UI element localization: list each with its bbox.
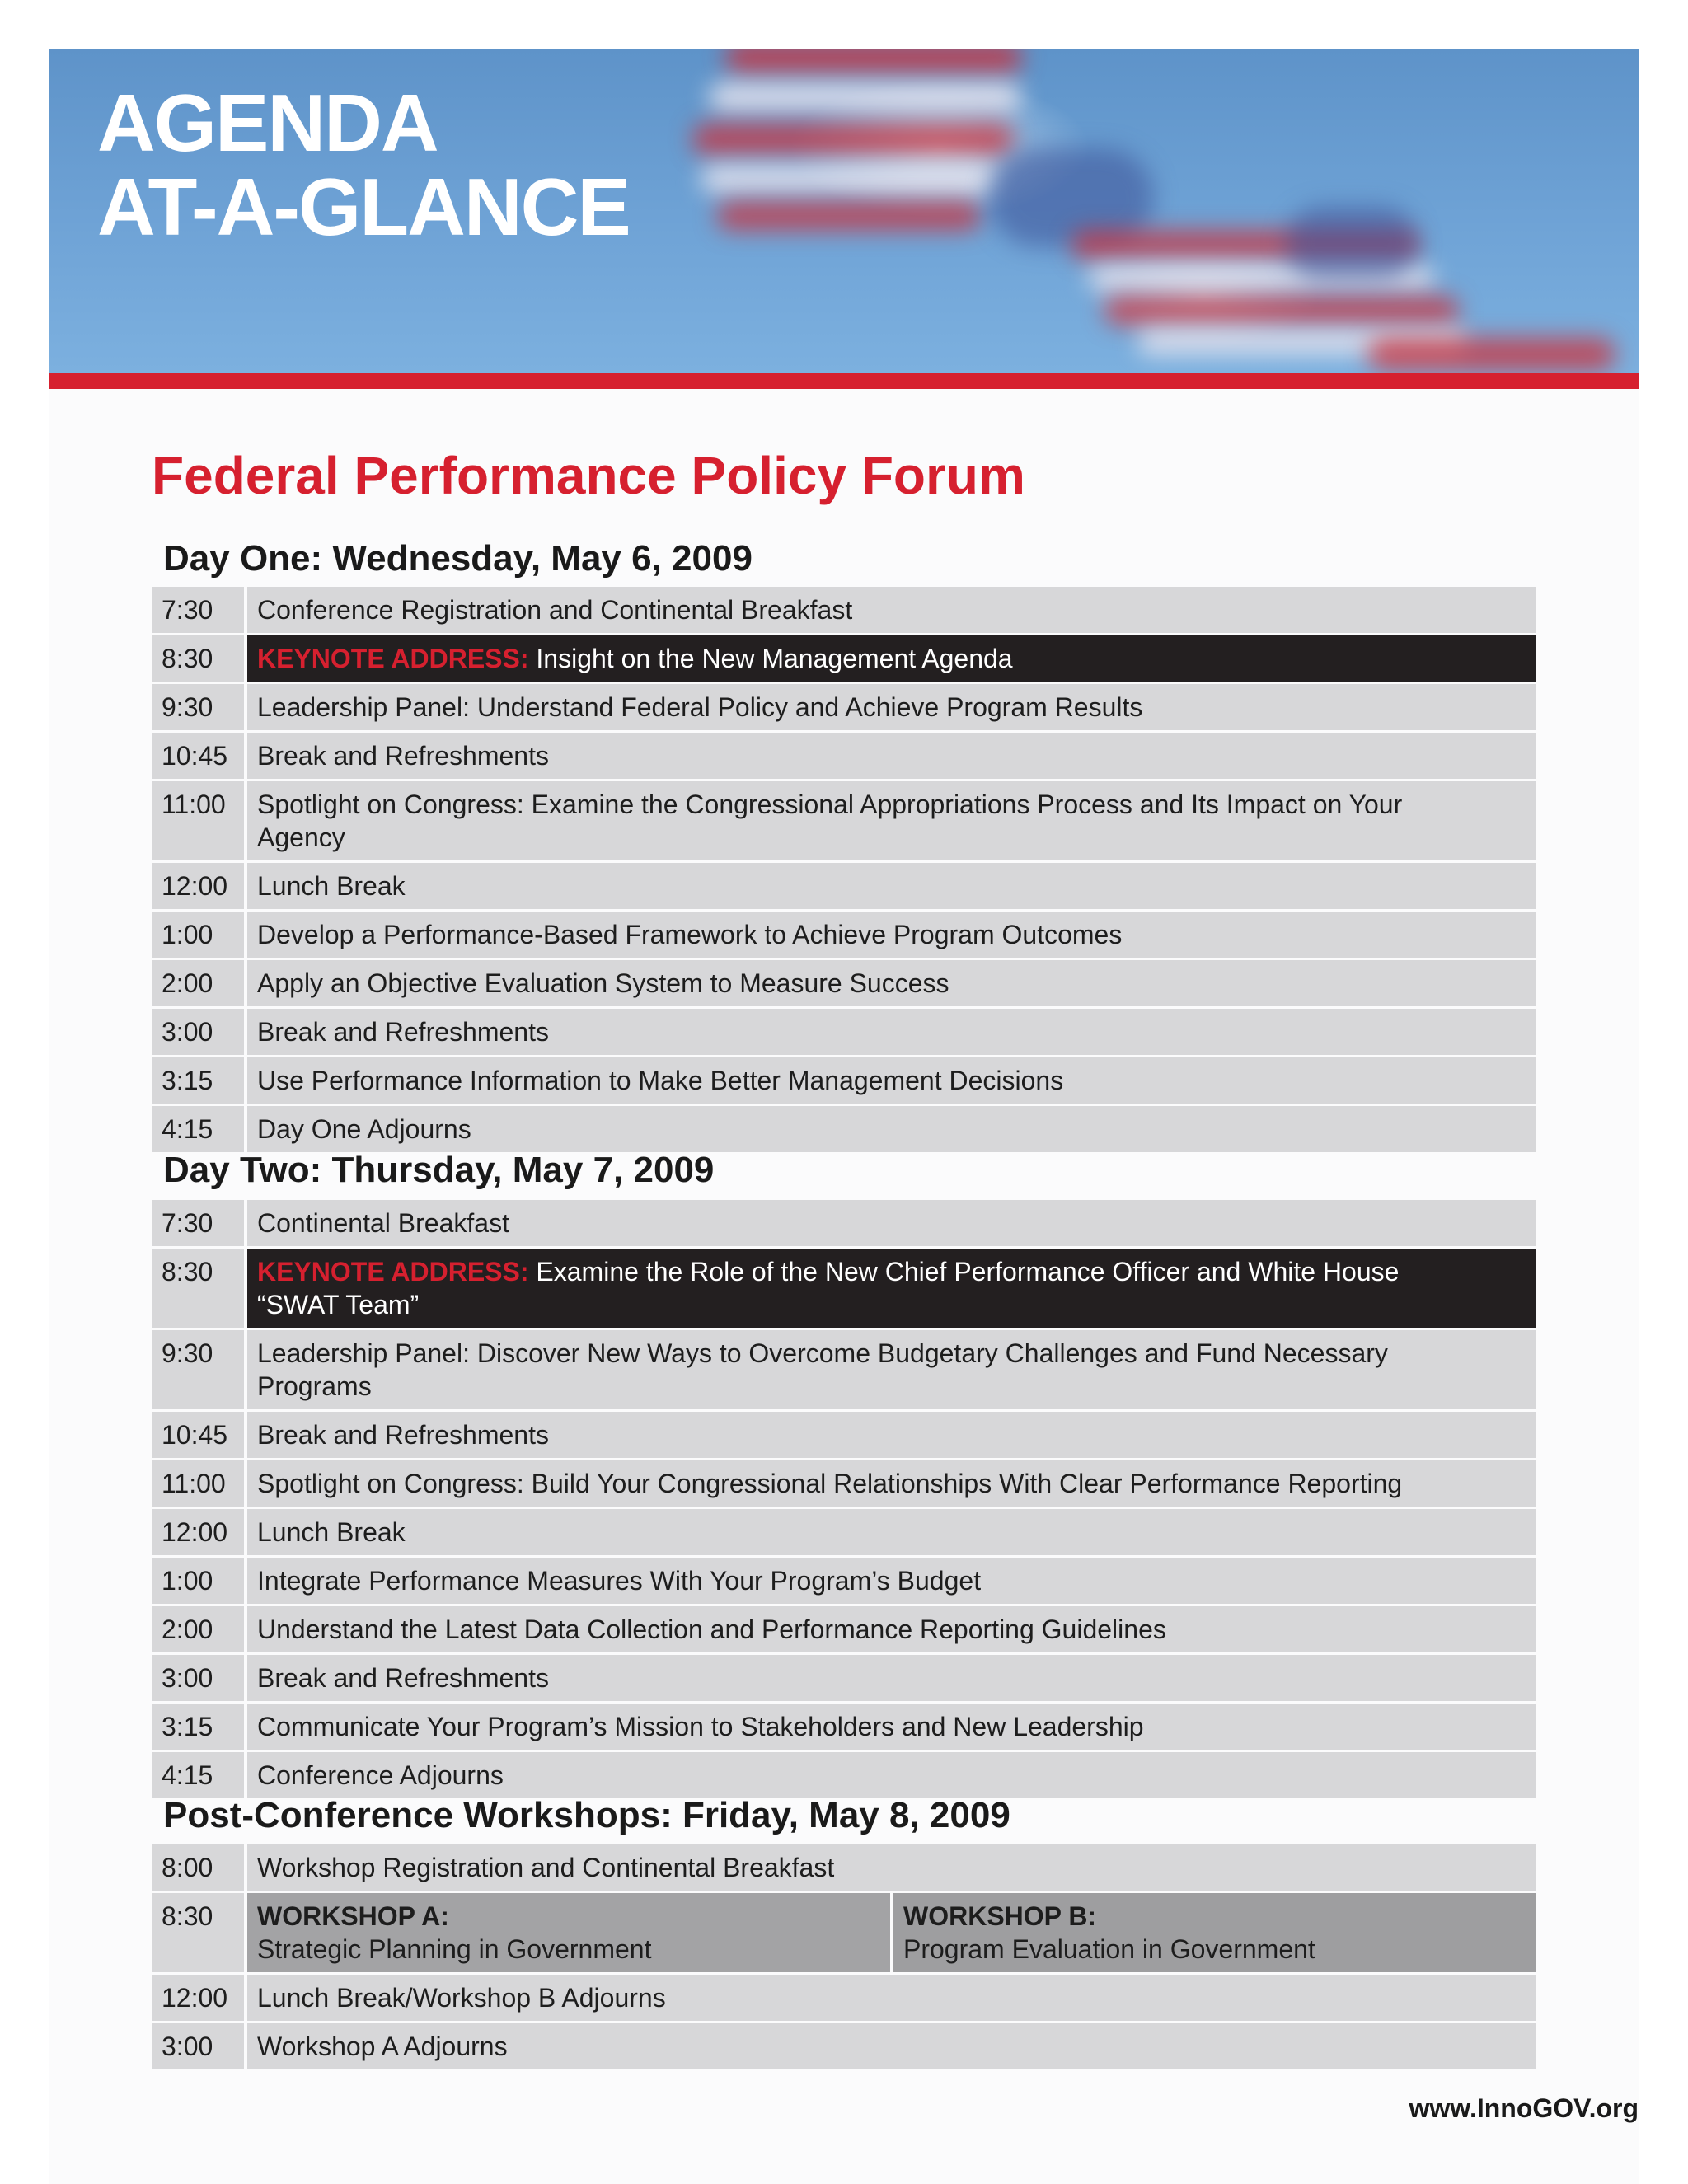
row-text-cell [247,1655,1536,1701]
row-time: 7:30 [152,1200,247,1246]
table-row [152,1057,1536,1104]
row-text-cell [247,733,1536,779]
workshop-b-cell [890,1893,1536,1972]
row-text: Lunch Break/Workshop B Adjourns [257,1983,666,2013]
table-row [152,1200,1536,1246]
row-time: 8:30 [152,635,247,682]
row-text-cell [247,912,1536,958]
row-text: Understand the Latest Data Collection and Performance Reporting Guidelines [257,1615,1166,1644]
table-row [152,781,1536,860]
table-row [152,1704,1536,1750]
row-time: 9:30 [152,684,247,730]
row-time: 2:00 [152,960,247,1006]
row-time: 7:30 [152,587,247,633]
row-text: Leadership Panel: Understand Federal Policy and Achieve Program Results [257,692,1143,722]
table-row [152,863,1536,909]
row-text-cell [247,1509,1536,1555]
row-time: 8:00 [152,1844,247,1891]
row-time: 3:00 [152,1009,247,1055]
table-row [152,587,1536,633]
row-text-cell [247,1200,1536,1246]
row-time: 9:30 [152,1330,247,1409]
row-time: 11:00 [152,1460,247,1507]
row-text-cell [247,1009,1536,1055]
row-time: 4:15 [152,1752,247,1798]
row-text: Spotlight on Congress: Build Your Congressional Relationships With Clear Performance Reporting [257,1469,1403,1498]
table-row-keynote [152,635,1536,682]
row-time: 10:45 [152,1412,247,1458]
keynote-title: Insight on the New Management Agenda [536,644,1013,673]
table-row [152,912,1536,958]
row-text-cell [247,1606,1536,1652]
workshop-a-cell [247,1893,890,1972]
row-time: 10:45 [152,733,247,779]
row-text-cell [247,1412,1536,1458]
row-text: Workshop A Adjourns [257,2032,508,2061]
row-text: Day One Adjourns [257,1114,471,1144]
table-row [152,1655,1536,1701]
banner-title-line2: AT-A-GLANCE [97,162,630,252]
row-text-cell [247,863,1536,909]
table-row [152,960,1536,1006]
row-text: Spotlight on Congress: Examine the Congressional Appropriations Process and Its Impact on Your Agency [257,790,1403,852]
row-time: 3:00 [152,2023,247,2069]
row-text-cell [247,684,1536,730]
table-row [152,1606,1536,1652]
row-time: 12:00 [152,863,247,909]
keynote-label: KEYNOTE ADDRESS: [257,644,529,673]
row-time: 8:30 [152,1893,247,1972]
row-time: 8:30 [152,1249,247,1328]
workshop-b-label: WORKSHOP B: [903,1901,1097,1931]
row-text-cell [247,587,1536,633]
row-text: Break and Refreshments [257,1017,549,1047]
table-row [152,684,1536,730]
row-time: 1:00 [152,1558,247,1604]
table-row [152,1460,1536,1507]
table-row [152,1558,1536,1604]
table-row [152,2023,1536,2069]
row-text: Develop a Performance-Based Framework to Achieve Program Outcomes [257,920,1123,949]
row-text: Break and Refreshments [257,1420,549,1450]
row-time: 12:00 [152,1975,247,2021]
row-time: 3:15 [152,1704,247,1750]
banner-title-line1: AGENDA [97,77,438,168]
row-text: Leadership Panel: Discover New Ways to Overcome Budgetary Challenges and Fund Necessary Programs [257,1338,1388,1401]
row-text-cell [247,781,1536,860]
row-text [257,1255,1444,1321]
day-one-heading: Day One: Wednesday, May 6, 2009 [163,538,753,579]
row-text-cell [247,960,1536,1006]
forum-title: Federal Performance Policy Forum [152,446,1025,505]
table-row-keynote [152,1249,1536,1328]
red-divider [49,373,1639,389]
table-row [152,1009,1536,1055]
banner-title [97,77,630,252]
row-text: Continental Breakfast [257,1208,509,1238]
row-text: Use Performance Information to Make Better Management Decisions [257,1066,1064,1095]
day-two-agenda [152,1200,1536,1801]
row-text: Lunch Break [257,1517,406,1547]
row-text-cell [247,635,1536,682]
table-row-workshops [152,1893,1536,1972]
row-time: 1:00 [152,912,247,958]
table-row [152,1330,1536,1409]
table-row [152,1412,1536,1458]
table-row [152,1106,1536,1152]
row-text-cell [247,1460,1536,1507]
keynote-title: Examine the Role of the New Chief Performance Officer and White House “SWAT Team” [257,1257,1400,1319]
header-banner [49,49,1639,373]
table-row [152,1844,1536,1891]
day-two-heading: Day Two: Thursday, May 7, 2009 [163,1150,715,1190]
row-text-cell [247,1249,1536,1328]
row-text: Break and Refreshments [257,741,549,771]
row-text: Integrate Performance Measures With Your Program’s Budget [257,1566,982,1596]
row-text-cell [247,1057,1536,1104]
day-one-agenda [152,587,1536,1155]
row-text: Communicate Your Program’s Mission to Stakeholders and New Leadership [257,1712,1144,1741]
workshop-a-label: WORKSHOP A: [257,1901,449,1931]
row-time: 12:00 [152,1509,247,1555]
table-row [152,733,1536,779]
workshop-a-title: Strategic Planning in Government [257,1934,652,1964]
workshop-split [247,1893,1536,1972]
row-text-cell [247,1752,1536,1798]
row-text-cell [247,1330,1536,1409]
row-text-cell [247,1704,1536,1750]
footer-website-link[interactable]: www.InnoGOV.org [1409,2093,1639,2123]
table-row [152,1975,1536,2021]
table-row [152,1752,1536,1798]
row-text: Lunch Break [257,871,406,901]
workshops-agenda [152,1844,1536,2072]
row-text: Break and Refreshments [257,1663,549,1693]
row-text-cell [247,1106,1536,1152]
workshop-b-title: Program Evaluation in Government [903,1934,1315,1964]
row-text [257,642,1444,675]
table-row [152,1509,1536,1555]
row-text: Conference Adjourns [257,1760,504,1790]
row-time: 3:15 [152,1057,247,1104]
row-text-cell [247,1558,1536,1604]
row-text: Apply an Objective Evaluation System to Measure Success [257,968,950,998]
row-time: 11:00 [152,781,247,860]
row-text: Conference Registration and Continental Breakfast [257,595,853,625]
keynote-label: KEYNOTE ADDRESS: [257,1257,529,1286]
workshops-heading: Post-Conference Workshops: Friday, May 8, 2009 [163,1795,1010,1835]
row-time: 4:15 [152,1106,247,1152]
row-time: 2:00 [152,1606,247,1652]
row-time: 3:00 [152,1655,247,1701]
row-text: Workshop Registration and Continental Breakfast [257,1853,835,1882]
